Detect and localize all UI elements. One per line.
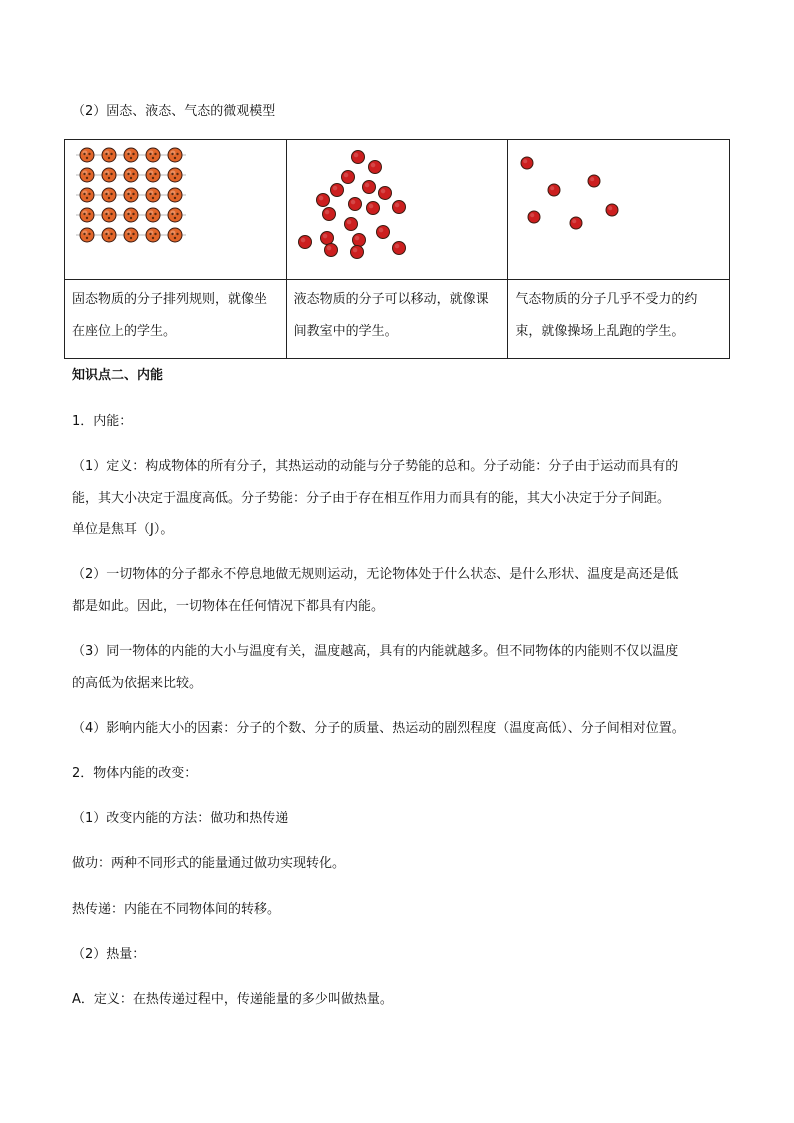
liquid-text-line2: 间教室中的学生。	[293, 324, 398, 339]
liquid-particle	[368, 161, 381, 174]
gas-particle	[588, 175, 600, 187]
work-definition: 做功：两种不同形式的能量通过做功实现转化。	[72, 856, 346, 871]
solid-particle	[124, 168, 138, 182]
gas-text-line2: 束，就像操场上乱跑的学生。	[515, 324, 685, 339]
liquid-particle	[324, 244, 337, 257]
solid-particles-diagram	[65, 140, 285, 278]
solid-particle	[102, 168, 116, 182]
liquid-text-line1: 液态物质的分子可以移动，就像课	[293, 292, 489, 307]
solid-particle	[146, 208, 160, 222]
solid-particle	[80, 188, 94, 202]
liquid-particle	[341, 171, 354, 184]
solid-particle	[80, 208, 94, 222]
liquid-particle	[378, 187, 391, 200]
heat-transfer-definition: 热传递：内能在不同物体间的转移。	[72, 902, 281, 917]
paragraph-3-line-1: （3）同一物体的内能的大小与温度有关，温度越高，具有的内能就越多。但不同物体的内能则不仅以温度	[72, 644, 679, 659]
solid-particle	[146, 228, 160, 242]
solid-particle	[102, 188, 116, 202]
liquid-particle	[392, 242, 405, 255]
solid-particle	[80, 148, 94, 162]
gas-particles-diagram	[508, 140, 728, 278]
gas-particle	[548, 184, 560, 196]
solid-particle	[102, 148, 116, 162]
gas-particle	[528, 211, 540, 223]
knowledge-heading: 知识点二、内能	[72, 368, 164, 383]
change-heading: 2．物体内能的改变：	[72, 766, 198, 781]
solid-particle	[124, 148, 138, 162]
liquid-particle	[316, 194, 329, 207]
liquid-particle	[348, 198, 361, 211]
gas-image-cell	[508, 140, 730, 280]
solid-text-line2: 在座位上的学生。	[72, 324, 177, 339]
internal-energy-heading: 1．内能：	[72, 414, 133, 429]
definition-line-2: 能，其大小决定于温度高低。分子势能：分子由于存在相互作用力而具有的能，其大小决定于分子间距。	[72, 491, 671, 506]
solid-particle	[124, 208, 138, 222]
solid-particle	[168, 148, 182, 162]
liquid-description-cell	[286, 280, 508, 359]
gas-particle	[521, 157, 533, 169]
solid-particle	[124, 228, 138, 242]
solid-particle	[80, 228, 94, 242]
liquid-particle	[344, 218, 357, 231]
liquid-particle	[350, 246, 363, 259]
paragraph-2-line-2: 都是如此。因此，一切物体在任何情况下都具有内能。	[72, 599, 385, 614]
solid-particle	[146, 148, 160, 162]
liquid-particle	[298, 236, 311, 249]
liquid-particle	[322, 208, 335, 221]
liquid-image-cell	[286, 140, 508, 280]
heat-heading: （2）热量：	[72, 947, 146, 962]
definition-line-1: （1）定义：构成物体的所有分子，其热运动的动能与分子势能的总和。分子动能：分子由于运动而具有的	[72, 459, 679, 474]
states-model-table	[64, 139, 730, 359]
section-title: （2）固态、液态、气态的微观模型	[72, 104, 276, 119]
solid-particle	[124, 188, 138, 202]
paragraph-3-line-2: 的高低为依据来比较。	[72, 676, 203, 691]
gas-particle	[570, 217, 582, 229]
liquid-particle	[392, 201, 405, 214]
solid-image-cell	[65, 140, 287, 280]
heat-definition: A．定义：在热传递过程中，传递能量的多少叫做热量。	[72, 992, 393, 1007]
solid-particle	[102, 228, 116, 242]
gas-text-line1: 气态物质的分子几乎不受力的约	[515, 292, 698, 307]
liquid-particle	[376, 226, 389, 239]
solid-particle	[146, 188, 160, 202]
solid-text-line1: 固态物质的分子排列规则，就像坐	[72, 292, 268, 307]
liquid-particle	[366, 202, 379, 215]
liquid-particle	[320, 232, 333, 245]
liquid-particles-diagram	[287, 140, 507, 278]
solid-particle	[102, 208, 116, 222]
solid-description-cell	[65, 280, 287, 359]
solid-particle	[168, 188, 182, 202]
solid-particle	[146, 168, 160, 182]
liquid-particle	[362, 181, 375, 194]
gas-particle	[606, 204, 618, 216]
liquid-particle	[352, 234, 365, 247]
solid-particle	[168, 208, 182, 222]
liquid-particle	[351, 151, 364, 164]
liquid-particle	[330, 184, 343, 197]
paragraph-4-line-1: （4）影响内能大小的因素：分子的个数、分子的质量、热运动的剧烈程度（温度高低）、分子间相对位置。	[72, 721, 685, 736]
gas-description-cell	[508, 280, 730, 359]
change-methods: （1）改变内能的方法：做功和热传递	[72, 811, 289, 826]
solid-particle	[168, 168, 182, 182]
solid-particle	[168, 228, 182, 242]
definition-line-3: 单位是焦耳（J）。	[72, 522, 174, 537]
solid-particle	[80, 168, 94, 182]
paragraph-2-line-1: （2）一切物体的分子都永不停息地做无规则运动，无论物体处于什么状态、是什么形状、温度是高还是低	[72, 567, 679, 582]
